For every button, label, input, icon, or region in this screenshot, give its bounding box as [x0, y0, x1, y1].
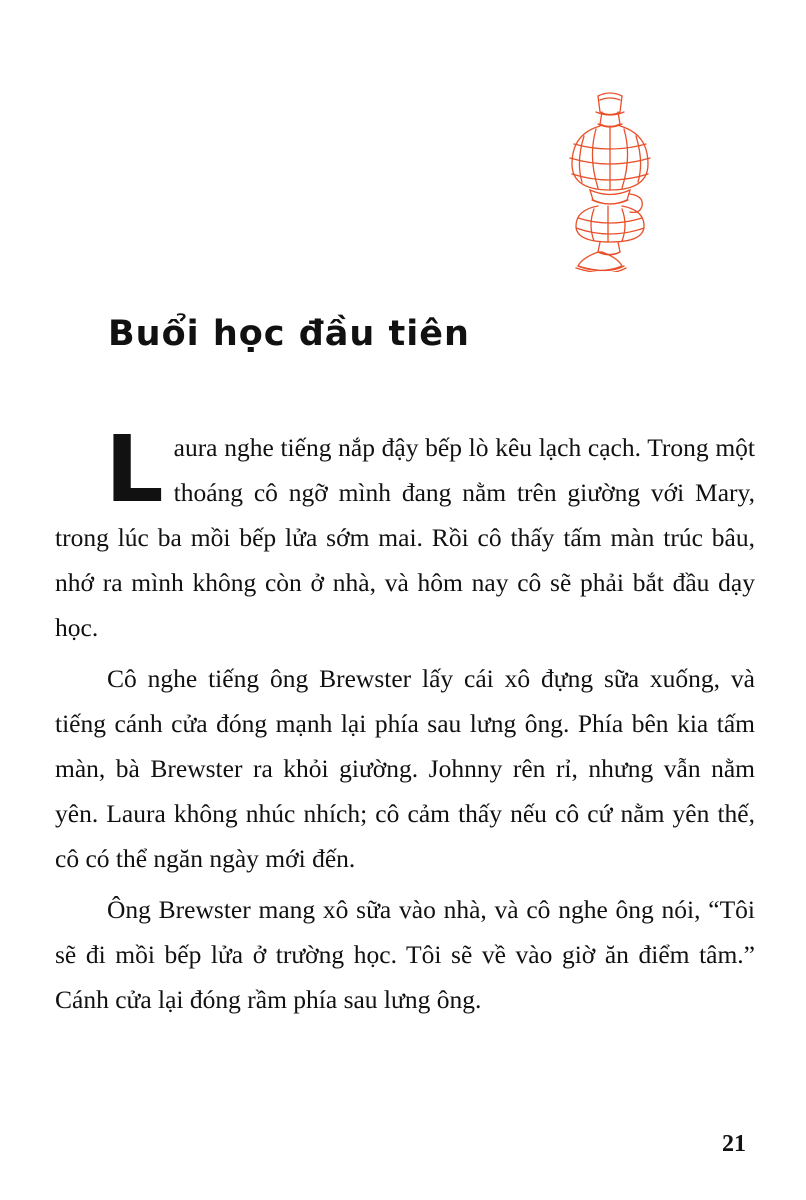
body-text: [55, 416, 755, 1028]
drop-cap: L: [105, 416, 164, 523]
paragraph-1-text: aura nghe tiếng nắp đậy bếp lò kêu lạch cạch. Trong một thoáng cô ngỡ mình đang nằm trên giường với Mary, trong lúc ba mồi bếp lửa sớm mai. Rồi cô thấy tấm màn trúc bâu, nhớ ra mình không còn ở nhà, và hôm nay cô sẽ phải bắt đầu dạy học.: [55, 433, 755, 642]
oil-lamp-illustration: [520, 82, 700, 272]
chapter-title: Buổi học đầu tiên: [108, 314, 470, 355]
paragraph-1: [55, 416, 755, 650]
page-number: 21: [722, 1131, 746, 1157]
paragraph-3: Ông Brewster mang xô sữa vào nhà, và cô nghe ông nói, “Tôi sẽ đi mồi bếp lửa ở trường học. Tôi sẽ về vào giờ ăn điểm tâm.” Cánh cửa lại đóng rầm phía sau lưng ông.: [55, 895, 755, 1014]
paragraph-2: Cô nghe tiếng ông Brewster lấy cái xô đựng sữa xuống, và tiếng cánh cửa đóng mạnh lại phía sau lưng ông. Phía bên kia tấm màn, bà Brewster ra khỏi giường. Johnny rên rỉ, nhưng vẫn nằm yên. Laura không nhúc nhích; cô cảm thấy nếu cô cứ nằm yên thế, cô có thể ngăn ngày mới đến.: [55, 664, 755, 873]
